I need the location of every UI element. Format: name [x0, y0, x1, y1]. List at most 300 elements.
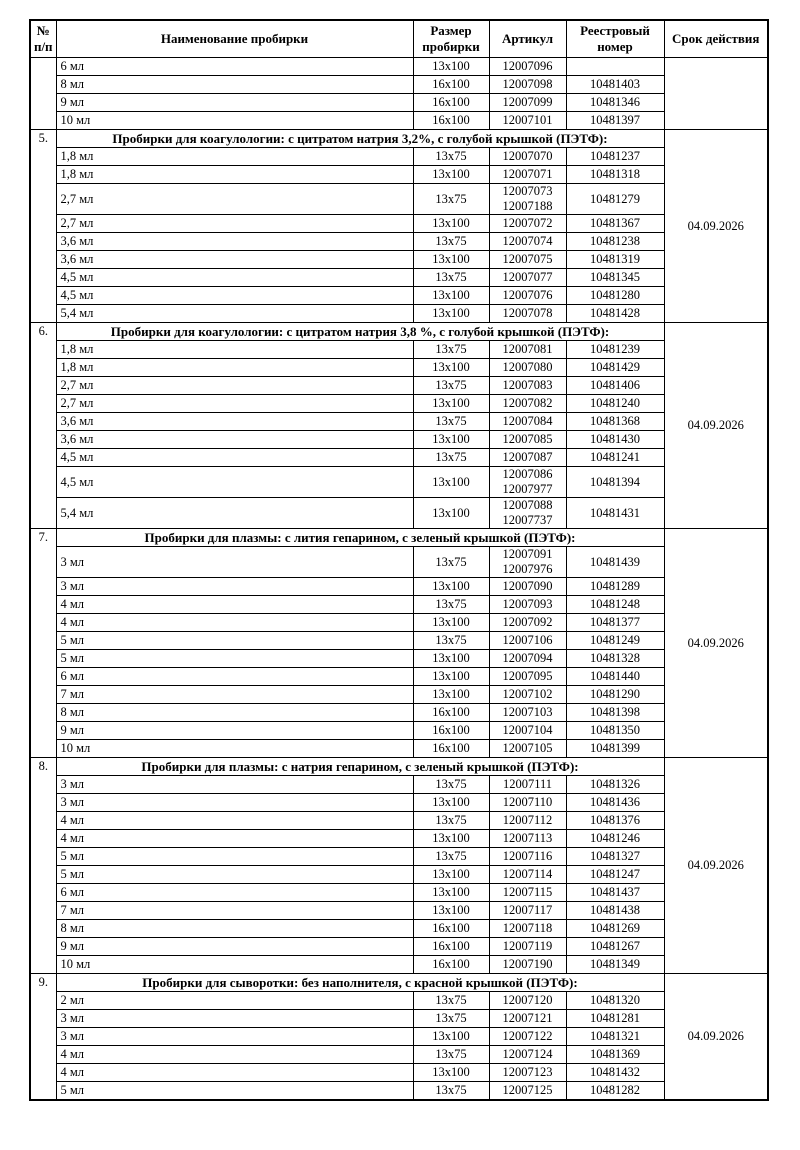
tube-size-cell: 13x100 — [413, 287, 489, 305]
table-row — [30, 812, 768, 830]
article-cell — [489, 377, 566, 395]
table-row — [30, 287, 768, 305]
article-cell — [489, 596, 566, 614]
article-cell — [489, 668, 566, 686]
registry-number-cell: 10481319 — [566, 251, 664, 269]
article-cell — [489, 938, 566, 956]
registry-number-cell: 10481318 — [566, 166, 664, 184]
tube-size-cell: 13x75 — [413, 413, 489, 431]
table-row — [30, 722, 768, 740]
section-heading: Пробирки для коагулологии: с цитратом натрия 3,2%, с голубой крышкой (ПЭТФ): — [56, 130, 664, 148]
tube-name-cell: 4,5 мл — [56, 449, 413, 467]
article-cell — [489, 413, 566, 431]
article-number: 12007082 — [502, 396, 553, 410]
article-cell — [489, 467, 566, 498]
tube-name-cell: 2,7 мл — [56, 184, 413, 215]
registry-number-cell: 10481399 — [566, 740, 664, 758]
article-number: 12007073 — [502, 184, 553, 198]
tube-name-cell: 7 мл — [56, 686, 413, 704]
tube-name-cell: 5 мл — [56, 848, 413, 866]
table-row — [30, 547, 768, 578]
table-row — [30, 704, 768, 722]
registry-number-cell: 10481368 — [566, 413, 664, 431]
tube-name-cell: 5 мл — [56, 1082, 413, 1101]
tube-name-cell: 4,5 мл — [56, 287, 413, 305]
tube-size-cell: 13x100 — [413, 251, 489, 269]
table-row — [30, 269, 768, 287]
tube-name-cell: 6 мл — [56, 668, 413, 686]
article-cell — [489, 1064, 566, 1082]
registry-number-cell: 10481320 — [566, 992, 664, 1010]
registry-number-cell: 10481269 — [566, 920, 664, 938]
tube-size-cell: 13x100 — [413, 614, 489, 632]
registry-number-cell: 10481394 — [566, 467, 664, 498]
table-body — [30, 58, 768, 1101]
tube-size-cell: 13x100 — [413, 866, 489, 884]
article-number: 12007113 — [502, 831, 553, 845]
article-number: 12007076 — [502, 288, 553, 302]
tube-size-cell: 13x100 — [413, 650, 489, 668]
article-cell — [489, 94, 566, 112]
table-row — [30, 395, 768, 413]
tube-size-cell: 13x75 — [413, 377, 489, 395]
column-header-name: Наименование пробирки — [56, 20, 413, 58]
article-cell — [489, 866, 566, 884]
table-row — [30, 596, 768, 614]
article-cell — [489, 184, 566, 215]
tube-size-cell: 13x100 — [413, 395, 489, 413]
table-row — [30, 341, 768, 359]
article-number: 12007093 — [502, 597, 553, 611]
registry-number-cell: 10481439 — [566, 547, 664, 578]
tube-name-cell: 3 мл — [56, 547, 413, 578]
article-cell — [489, 632, 566, 650]
registry-number-cell: 10481247 — [566, 866, 664, 884]
article-number: 12007077 — [502, 270, 553, 284]
tube-registry-table — [29, 19, 769, 1101]
tube-size-cell: 16x100 — [413, 920, 489, 938]
article-number: 12007087 — [502, 450, 553, 464]
table-row — [30, 215, 768, 233]
article-number: 12007122 — [502, 1029, 553, 1043]
article-number: 12007190 — [502, 957, 553, 971]
article-cell — [489, 686, 566, 704]
table-row — [30, 449, 768, 467]
table-row — [30, 166, 768, 184]
table-row — [30, 1046, 768, 1064]
table-row — [30, 1082, 768, 1101]
article-number: 12007099 — [502, 95, 553, 109]
article-cell — [489, 269, 566, 287]
tube-name-cell: 3 мл — [56, 578, 413, 596]
tube-name-cell: 10 мл — [56, 112, 413, 130]
article-number: 12007070 — [502, 149, 553, 163]
row-number-cell: 5. — [30, 130, 56, 323]
registry-number-cell: 10481346 — [566, 94, 664, 112]
table-row — [30, 920, 768, 938]
tube-size-cell: 13x75 — [413, 269, 489, 287]
tube-name-cell: 9 мл — [56, 938, 413, 956]
validity-cell: 04.09.2026 — [664, 758, 768, 974]
tube-name-cell: 3,6 мл — [56, 413, 413, 431]
tube-size-cell: 13x100 — [413, 359, 489, 377]
tube-size-cell: 13x75 — [413, 1046, 489, 1064]
registry-number-cell: 10481326 — [566, 776, 664, 794]
article-number: 12007102 — [502, 687, 553, 701]
article-cell — [489, 956, 566, 974]
tube-name-cell: 1,8 мл — [56, 359, 413, 377]
registry-number-cell: 10481397 — [566, 112, 664, 130]
article-number: 12007124 — [502, 1047, 553, 1061]
article-number: 12007084 — [502, 414, 553, 428]
article-number: 12007074 — [502, 234, 553, 248]
article-cell — [489, 1046, 566, 1064]
article-number: 12007737 — [502, 513, 553, 527]
article-number: 12007976 — [502, 562, 553, 576]
tube-name-cell: 3 мл — [56, 1010, 413, 1028]
article-number: 12007123 — [502, 1065, 553, 1079]
registry-number-cell: 10481431 — [566, 498, 664, 529]
article-number: 12007080 — [502, 360, 553, 374]
tube-size-cell: 13x75 — [413, 1010, 489, 1028]
tube-name-cell: 1,8 мл — [56, 148, 413, 166]
article-number: 12007119 — [502, 939, 553, 953]
registry-number-cell: 10481327 — [566, 848, 664, 866]
table-row — [30, 848, 768, 866]
article-cell — [489, 112, 566, 130]
column-header-number: № п/п — [30, 20, 56, 58]
tube-name-cell: 6 мл — [56, 884, 413, 902]
table-row — [30, 884, 768, 902]
section-heading: Пробирки для коагулологии: с цитратом натрия 3,8 %, с голубой крышкой (ПЭТФ): — [56, 323, 664, 341]
column-header-size: Размер пробирки — [413, 20, 489, 58]
registry-number-cell: 10481440 — [566, 668, 664, 686]
tube-size-cell: 13x100 — [413, 686, 489, 704]
tube-size-cell: 13x75 — [413, 848, 489, 866]
registry-number-cell: 10481432 — [566, 1064, 664, 1082]
tube-name-cell: 9 мл — [56, 94, 413, 112]
tube-size-cell: 13x100 — [413, 166, 489, 184]
tube-name-cell: 4 мл — [56, 614, 413, 632]
registry-number-cell: 10481345 — [566, 269, 664, 287]
article-cell — [489, 287, 566, 305]
article-cell — [489, 830, 566, 848]
article-cell — [489, 547, 566, 578]
article-number: 12007121 — [502, 1011, 553, 1025]
tube-name-cell: 10 мл — [56, 740, 413, 758]
tube-size-cell: 13x100 — [413, 431, 489, 449]
article-number: 12007103 — [502, 705, 553, 719]
table-row — [30, 94, 768, 112]
registry-number-cell: 10481280 — [566, 287, 664, 305]
article-cell — [489, 776, 566, 794]
tube-name-cell: 4,5 мл — [56, 269, 413, 287]
article-cell — [489, 848, 566, 866]
article-number: 12007091 — [502, 547, 553, 561]
registry-number-cell: 10481437 — [566, 884, 664, 902]
article-number: 12007120 — [502, 993, 553, 1007]
tube-size-cell: 13x75 — [413, 596, 489, 614]
article-number: 12007115 — [502, 885, 553, 899]
article-number: 12007092 — [502, 615, 553, 629]
article-number: 12007096 — [502, 59, 553, 73]
tube-size-cell: 13x100 — [413, 58, 489, 76]
article-number: 12007072 — [502, 216, 553, 230]
tube-size-cell: 13x100 — [413, 498, 489, 529]
registry-number-cell: 10481349 — [566, 956, 664, 974]
registry-number-cell: 10481237 — [566, 148, 664, 166]
tube-size-cell: 13x75 — [413, 547, 489, 578]
tube-name-cell: 1,8 мл — [56, 166, 413, 184]
table-row — [30, 431, 768, 449]
tube-name-cell: 3,6 мл — [56, 431, 413, 449]
table-row — [30, 76, 768, 94]
registry-number-cell: 10481248 — [566, 596, 664, 614]
article-number: 12007098 — [502, 77, 553, 91]
tube-size-cell: 13x75 — [413, 449, 489, 467]
tube-name-cell: 10 мл — [56, 956, 413, 974]
registry-number-cell: 10481281 — [566, 1010, 664, 1028]
table-row — [30, 359, 768, 377]
tube-size-cell: 16x100 — [413, 956, 489, 974]
validity-cell — [664, 58, 768, 130]
tube-name-cell: 2 мл — [56, 992, 413, 1010]
row-number-cell: 9. — [30, 974, 56, 1101]
tube-size-cell: 16x100 — [413, 94, 489, 112]
article-cell — [489, 395, 566, 413]
article-number: 12007111 — [502, 777, 553, 791]
article-number: 12007116 — [502, 849, 553, 863]
article-cell — [489, 305, 566, 323]
tube-name-cell: 3,6 мл — [56, 233, 413, 251]
tube-name-cell: 3 мл — [56, 776, 413, 794]
registry-number-cell: 10481377 — [566, 614, 664, 632]
tube-size-cell: 13x100 — [413, 215, 489, 233]
tube-name-cell: 2,7 мл — [56, 215, 413, 233]
article-number: 12007085 — [502, 432, 553, 446]
tube-size-cell: 13x75 — [413, 632, 489, 650]
table-row — [30, 650, 768, 668]
table-header-row — [30, 20, 768, 58]
table-row — [30, 498, 768, 529]
tube-name-cell: 4,5 мл — [56, 467, 413, 498]
registry-number-cell: 10481398 — [566, 704, 664, 722]
article-cell — [489, 431, 566, 449]
article-cell — [489, 794, 566, 812]
tube-name-cell: 9 мл — [56, 722, 413, 740]
registry-number-cell: 10481369 — [566, 1046, 664, 1064]
article-number: 12007105 — [502, 741, 553, 755]
tube-size-cell: 13x100 — [413, 884, 489, 902]
article-cell — [489, 498, 566, 529]
tube-size-cell: 13x100 — [413, 902, 489, 920]
article-number: 12007112 — [502, 813, 553, 827]
registry-number-cell: 10481282 — [566, 1082, 664, 1101]
table-row — [30, 377, 768, 395]
tube-name-cell: 7 мл — [56, 902, 413, 920]
table-row — [30, 148, 768, 166]
tube-size-cell: 13x100 — [413, 668, 489, 686]
article-cell — [489, 920, 566, 938]
table-row — [30, 830, 768, 848]
registry-number-cell: 10481403 — [566, 76, 664, 94]
tube-size-cell: 13x100 — [413, 1064, 489, 1082]
tube-name-cell: 5 мл — [56, 866, 413, 884]
tube-name-cell: 4 мл — [56, 1046, 413, 1064]
article-cell — [489, 1010, 566, 1028]
article-cell — [489, 148, 566, 166]
registry-number-cell: 10481290 — [566, 686, 664, 704]
article-number: 12007081 — [502, 342, 553, 356]
tube-name-cell: 3 мл — [56, 794, 413, 812]
table-row — [30, 776, 768, 794]
section-heading: Пробирки для плазмы: с лития гепарином, с зеленый крышкой (ПЭТФ): — [56, 529, 664, 547]
tube-size-cell: 13x75 — [413, 992, 489, 1010]
tube-name-cell: 4 мл — [56, 1064, 413, 1082]
registry-number-cell: 10481438 — [566, 902, 664, 920]
registry-number-cell: 10481436 — [566, 794, 664, 812]
table-row — [30, 668, 768, 686]
article-number: 12007090 — [502, 579, 553, 593]
article-cell — [489, 166, 566, 184]
tube-name-cell: 5 мл — [56, 650, 413, 668]
table-row — [30, 632, 768, 650]
tube-name-cell: 3 мл — [56, 1028, 413, 1046]
article-cell — [489, 812, 566, 830]
tube-size-cell: 13x100 — [413, 794, 489, 812]
article-number: 12007104 — [502, 723, 553, 737]
article-number: 12007086 — [502, 467, 553, 481]
registry-number-cell: 10481429 — [566, 359, 664, 377]
tube-name-cell: 3,6 мл — [56, 251, 413, 269]
column-header-registry: Реестровый номер — [566, 20, 664, 58]
article-cell — [489, 58, 566, 76]
tube-size-cell: 16x100 — [413, 722, 489, 740]
tube-size-cell: 13x100 — [413, 1028, 489, 1046]
article-number: 12007071 — [502, 167, 553, 181]
tube-name-cell: 8 мл — [56, 76, 413, 94]
table-row — [30, 305, 768, 323]
tube-size-cell: 13x75 — [413, 812, 489, 830]
table-row — [30, 112, 768, 130]
registry-number-cell: 10481241 — [566, 449, 664, 467]
section-heading-row — [30, 758, 768, 776]
article-cell — [489, 341, 566, 359]
article-number: 12007114 — [502, 867, 553, 881]
section-heading-row — [30, 529, 768, 547]
article-number: 12007094 — [502, 651, 553, 665]
registry-number-cell — [566, 58, 664, 76]
column-header-validity: Срок действия — [664, 20, 768, 58]
table-row — [30, 866, 768, 884]
article-cell — [489, 722, 566, 740]
article-cell — [489, 1028, 566, 1046]
tube-size-cell: 13x75 — [413, 148, 489, 166]
tube-size-cell: 13x100 — [413, 467, 489, 498]
section-heading: Пробирки для сыворотки: без наполнителя, с красной крышкой (ПЭТФ): — [56, 974, 664, 992]
tube-size-cell: 13x75 — [413, 184, 489, 215]
tube-size-cell: 13x100 — [413, 305, 489, 323]
registry-number-cell: 10481239 — [566, 341, 664, 359]
tube-size-cell: 16x100 — [413, 938, 489, 956]
tube-size-cell: 16x100 — [413, 112, 489, 130]
table-row — [30, 992, 768, 1010]
article-cell — [489, 884, 566, 902]
table-row — [30, 956, 768, 974]
table-row — [30, 413, 768, 431]
registry-number-cell: 10481406 — [566, 377, 664, 395]
article-number: 12007188 — [502, 199, 553, 213]
article-number: 12007083 — [502, 378, 553, 392]
tube-size-cell: 13x100 — [413, 830, 489, 848]
article-cell — [489, 233, 566, 251]
tube-name-cell: 4 мл — [56, 596, 413, 614]
registry-number-cell: 10481246 — [566, 830, 664, 848]
article-number: 12007101 — [502, 113, 553, 127]
registry-number-cell: 10481321 — [566, 1028, 664, 1046]
column-header-article: Артикул — [489, 20, 566, 58]
table-row — [30, 740, 768, 758]
article-cell — [489, 578, 566, 596]
table-row — [30, 1010, 768, 1028]
table-row — [30, 58, 768, 76]
tube-size-cell: 13x75 — [413, 1082, 489, 1101]
validity-cell: 04.09.2026 — [664, 130, 768, 323]
tube-name-cell: 8 мл — [56, 920, 413, 938]
tube-name-cell: 2,7 мл — [56, 395, 413, 413]
registry-number-cell: 10481279 — [566, 184, 664, 215]
article-cell — [489, 359, 566, 377]
article-number: 12007078 — [502, 306, 553, 320]
table-row — [30, 902, 768, 920]
article-cell — [489, 902, 566, 920]
table-row — [30, 686, 768, 704]
section-heading-row — [30, 323, 768, 341]
tube-name-cell: 8 мл — [56, 704, 413, 722]
article-cell — [489, 449, 566, 467]
article-number: 12007095 — [502, 669, 553, 683]
table-row — [30, 233, 768, 251]
article-cell — [489, 215, 566, 233]
row-number-cell: 7. — [30, 529, 56, 758]
registry-number-cell: 10481430 — [566, 431, 664, 449]
row-number-cell: 8. — [30, 758, 56, 974]
registry-number-cell: 10481249 — [566, 632, 664, 650]
section-heading-row — [30, 974, 768, 992]
registry-number-cell: 10481428 — [566, 305, 664, 323]
table-row — [30, 938, 768, 956]
tube-name-cell: 6 мл — [56, 58, 413, 76]
table-row — [30, 794, 768, 812]
tube-size-cell: 16x100 — [413, 740, 489, 758]
registry-number-cell: 10481350 — [566, 722, 664, 740]
tube-size-cell: 16x100 — [413, 704, 489, 722]
article-number: 12007117 — [502, 903, 553, 917]
article-cell — [489, 1082, 566, 1101]
article-number: 12007110 — [502, 795, 553, 809]
tube-name-cell: 5,4 мл — [56, 305, 413, 323]
article-cell — [489, 704, 566, 722]
tube-size-cell: 13x75 — [413, 776, 489, 794]
tube-name-cell: 2,7 мл — [56, 377, 413, 395]
registry-number-cell: 10481238 — [566, 233, 664, 251]
article-cell — [489, 992, 566, 1010]
registry-number-cell: 10481240 — [566, 395, 664, 413]
table-row — [30, 251, 768, 269]
tube-name-cell: 5 мл — [56, 632, 413, 650]
article-number: 12007118 — [502, 921, 553, 935]
article-number: 12007977 — [502, 482, 553, 496]
